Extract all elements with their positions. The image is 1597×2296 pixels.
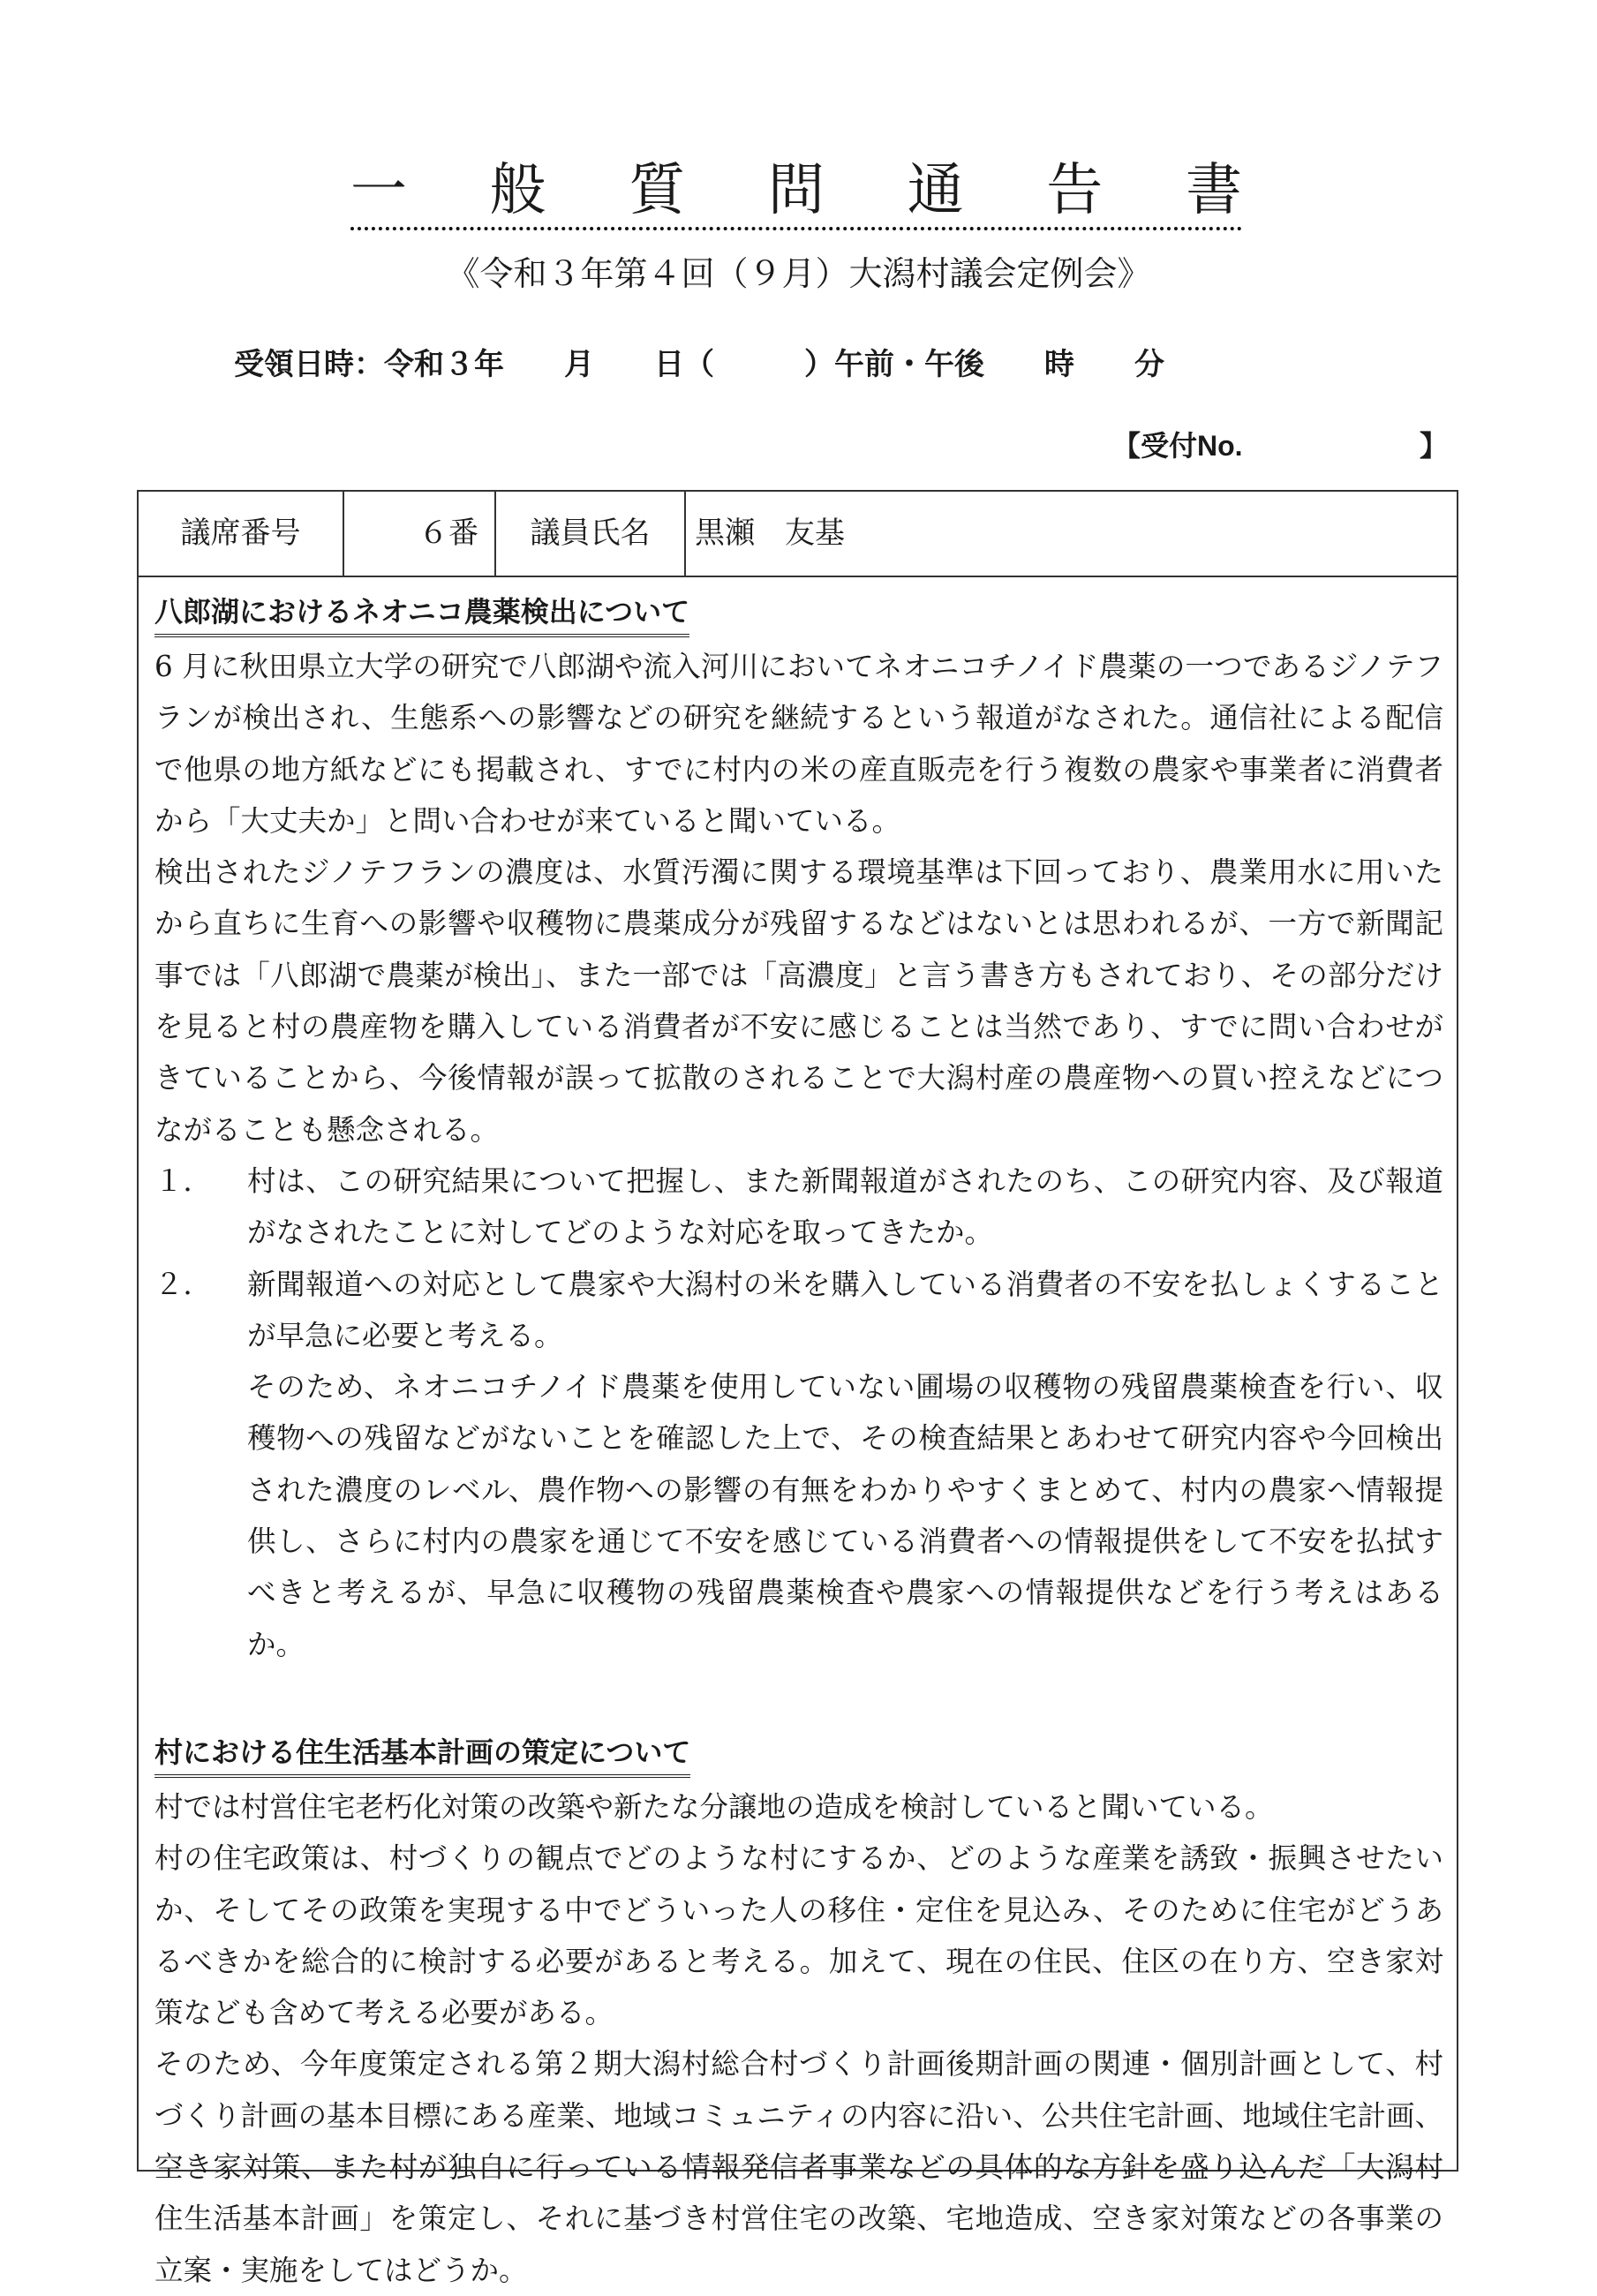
title-char: 書	[1185, 158, 1242, 223]
item-text: 村は、この研究結果について把握し、また新聞報道がされたのち、この研究内容、及び報道がなされたことに対してどのような対応を取ってきたか。	[247, 1163, 1443, 1250]
question-section	[154, 586, 1443, 1670]
member-name-value: 黒瀬 友基	[695, 516, 845, 551]
paragraph: そのため、今年度策定される第２期大潟村総合村づくり計画後期計画の関連・個別計画として、村づくり計画の基本目標にある産業、地域コミュニティの内容に沿い、公共住宅計画、地域住宅計画、空き家対策、また村が独自に行っている情報発信者事業などの具体的な方針を盛り込んだ「大潟村住生活基本計画」を策定し、それに基づき村営住宅の改築、宅地造成、空き家対策などの各事業の立案・実施をしてはどうか。	[154, 2047, 1443, 2287]
paragraph: 村では村営住宅老朽化対策の改築や新たな分譲地の造成を検討していると聞いている。	[154, 1789, 1274, 1824]
title-char: 般	[489, 158, 546, 223]
question-body	[154, 586, 1443, 2296]
receipt-label: 【受付No.	[1112, 430, 1243, 462]
receipt-number	[1112, 424, 1448, 468]
title-char: 質	[629, 158, 686, 223]
paragraph: 村の住宅政策は、村づくりの観点でどのような村にするか、どのような産業を誘致・振興させたいか、そしてその政策を実現する中でどういった人の移住・定住を見込み、そのために住宅がどうあるべきかを総合的に検討する必要があると考える。加えて、現在の住民、住区の在り方、空き家対策なども含めて考える必要がある。	[154, 1841, 1443, 2030]
item-text: 新聞報道への対応として農家や大潟村の米を購入している消費者の不安を払しょくすることが早急に必要と考える。	[247, 1267, 1443, 1352]
paragraph: 検出されたジノテフランの濃度は、水質汚濁に関する環境基準は下回っており、農業用水に用いたから直ちに生育への影響や収穫物に農薬成分が残留するなどはないとは思われるが、一方で新聞記事では「八郎湖で農薬が検出」、また一部では「高濃度」と言う書き方もされており、その部分だけを見ると村の農産物を購入している消費者が不安に感じることは当然であり、すでに問い合わせがきていることから、今後情報が誤って拡散のされることで大潟村産の農産物への買い控えなどにつながることも懸念される。	[154, 855, 1443, 1147]
title-char: 通	[907, 158, 964, 223]
document-title	[350, 154, 1242, 230]
seat-number-label: 議席番号	[139, 492, 344, 576]
item-continuation: そのため、ネオニコチノイド農薬を使用していない圃場の収穫物の残留農薬検査を行い、収穫物への残留などがないことを確認した上で、その検査結果とあわせて研究内容や今回検出された濃度のレベル、農作物への影響の有無をわかりやすくまとめて、村内の農家へ情報提供し、さらに村内の農家を通じて不安を感じている消費者への情報提供をして不安を払拭すべきと考えるが、早急に収穫物の残留農薬検査や農家への情報提供などを行う考えはあるか。	[247, 1370, 1443, 1661]
seat-number-value: ６番	[344, 492, 496, 576]
section-heading: 八郎湖におけるネオニコ農薬検出について	[154, 590, 689, 637]
title-char: 問	[767, 158, 825, 223]
paragraph: 6 月に秋田県立大学の研究で八郎湖や流入河川においてネオニコチノイド農薬の一つであるジノテフランが検出され、生態系への影響などの研究を継続するという報道がなされた。通信社による配信で他県の地方紙などにも掲載され、すでに村内の米の産直販売を行う複数の農家や事業者に消費者から「大丈夫か」と問い合わせが来ていると聞いている。	[154, 650, 1443, 838]
received-datetime-line: 受領日時：令和３年 月 日（ ）午前・午後 時 分	[234, 348, 1164, 381]
section-spacer	[154, 1670, 1443, 1727]
question-form-table	[137, 490, 1458, 2287]
question-item	[154, 1156, 1443, 1259]
question-item	[154, 1259, 1443, 1362]
item-number: １．	[154, 1163, 213, 1198]
title-char: 一	[350, 158, 407, 223]
document-subtitle: 《令和３年第４回（９月）大潟村議会定例会》	[446, 254, 1151, 293]
section-heading: 村における住生活基本計画の策定について	[154, 1730, 690, 1778]
question-section	[154, 1727, 1443, 2296]
title-char: 告	[1046, 158, 1104, 223]
receipt-close-bracket: 】	[1419, 430, 1448, 462]
member-name-label: 議員氏名	[496, 492, 686, 576]
item-number: ２．	[154, 1267, 213, 1301]
member-info-row	[139, 492, 1457, 577]
